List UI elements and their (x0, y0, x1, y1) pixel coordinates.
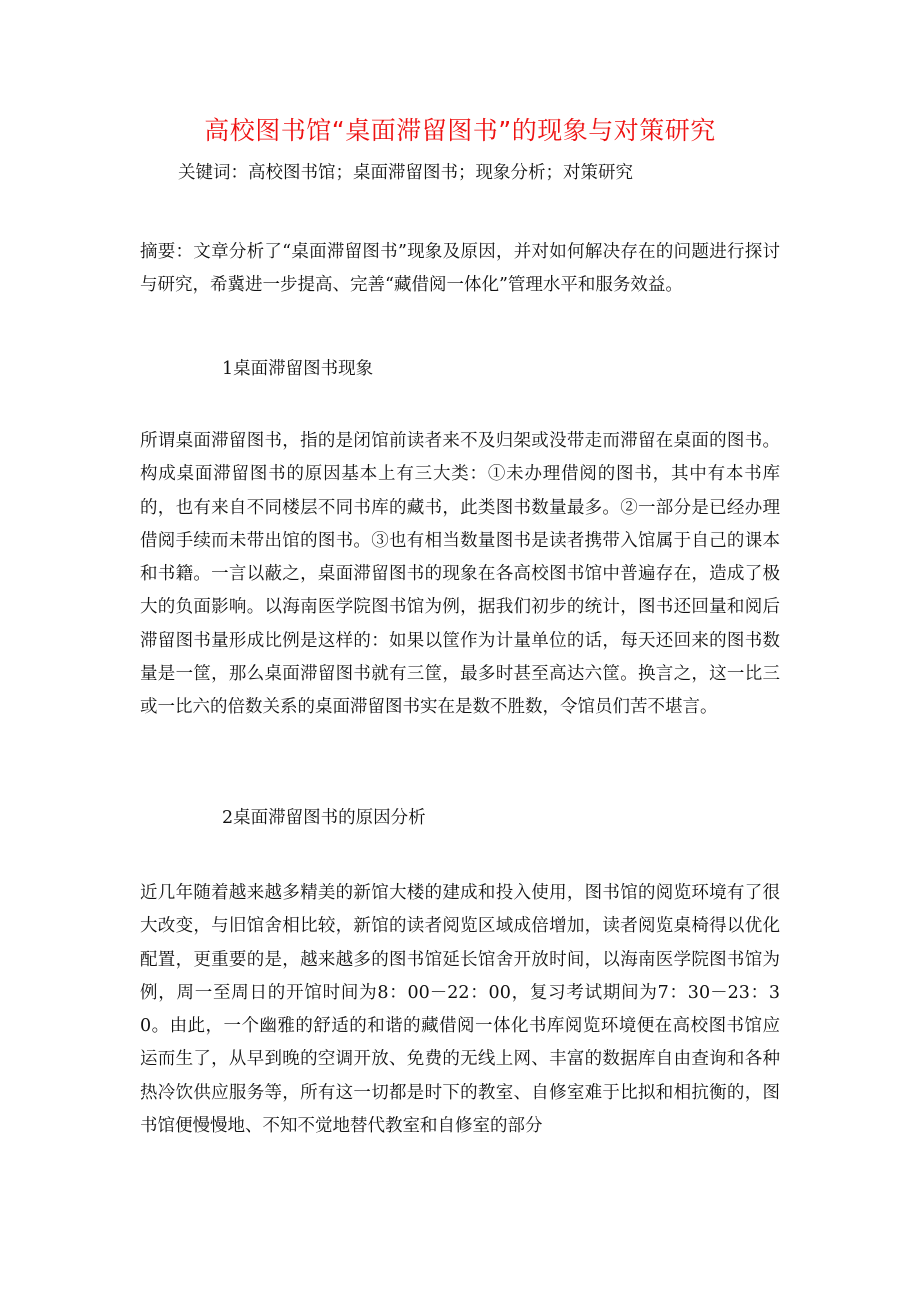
section-paragraph-1: 所谓桌面滞留图书，指的是闭馆前读者来不及归架或没带走而滞留在桌面的图书。构成桌面滞留图书的原因基本上有三大类：①未办理借阅的图书，其中有本书库的，也有来自不同楼层不同书库的藏书，此类图书数量最多。②一部分是已经办理借阅手续而未带出馆的图书。③也有相当数量图书是读者携带入馆属于自己的课本和书籍。一言以蔽之，桌面滞留图书的现象在各高校图书馆中普遍存在，造成了极大的负面影响。以海南医学院图书馆为例，据我们初步的统计，图书还回量和阅后滞留图书量形成比例是这样的：如果以筐作为计量单位的话，每天还回来的图书数量是一筐，那么桌面滞留图书就有三筐，最多时甚至高达六筐。换言之，这一比三或一比六的倍数关系的桌面滞留图书实在是数不胜数，令馆员们苦不堪言。 (140, 431, 780, 718)
section-heading-1: 1桌面滞留图书现象 (222, 359, 374, 379)
section-paragraph-2: 近几年随着越来越多精美的新馆大楼的建成和投入使用，图书馆的阅览环境有了很大改变，与旧馆舍相比较，新馆的读者阅览区域成倍增加，读者阅览桌椅得以优化配置，更重要的是，越来越多的图书馆延长馆舍开放时间，以海南医学院图书馆为例，周一至周日的开馆时间为8：00－22：00，复习考试期间为7：30－23：30。由此，一个幽雅的舒适的和谐的藏借阅一体化书库阅览环境便在高校图书馆应运而生了，从早到晚的空调开放、免费的无线上网、丰富的数据库自由查询和各种热冷饮供应服务等，所有这一切都是时下的教室、自修室难于比拟和相抗衡的，图书馆便慢慢地、不知不觉地替代教室和自修室的部分 (140, 883, 780, 1137)
keywords-line: 关键词：高校图书馆；桌面滞留图书；现象分析；对策研究 (178, 163, 633, 183)
section-heading-2: 2桌面滞留图书的原因分析 (222, 808, 426, 828)
document-title: 高校图书馆“桌面滞留图书”的现象与对策研究 (204, 116, 716, 145)
abstract-paragraph: 摘要：文章分析了“桌面滞留图书”现象及原因，并对如何解决存在的问题进行探讨与研究，希冀进一步提高、完善“藏借阅一体化”管理水平和服务效益。 (140, 242, 780, 296)
